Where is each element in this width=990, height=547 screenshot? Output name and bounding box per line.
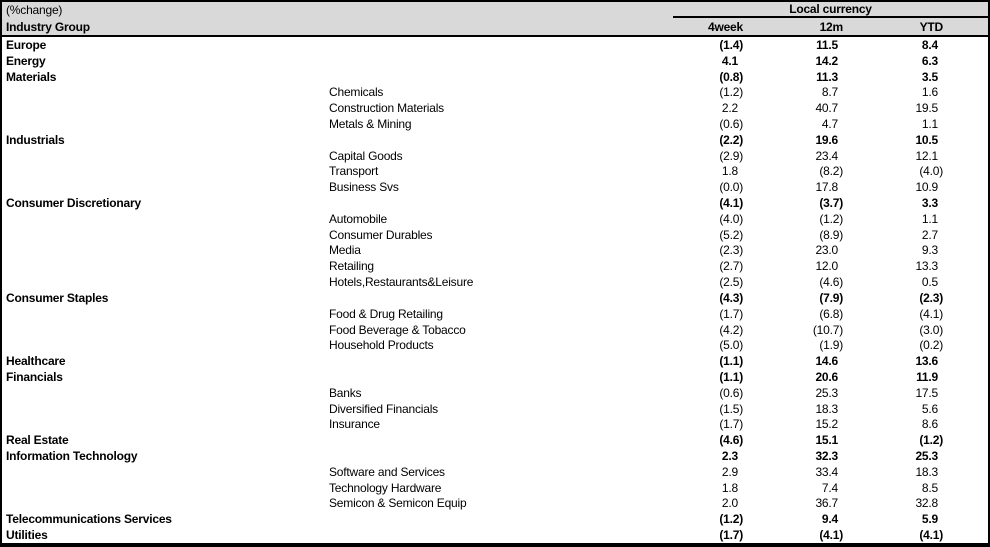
value-12m: 23.4 bbox=[815, 148, 838, 163]
table-row bbox=[2, 37, 988, 53]
value-12m: 14.2 bbox=[815, 53, 838, 68]
industry-label: Capital Goods bbox=[329, 148, 403, 163]
value-ytd: 6.3 bbox=[921, 53, 938, 68]
value-4week: (2.2) bbox=[719, 132, 743, 147]
table-row bbox=[2, 353, 988, 369]
value-4week: (0.6) bbox=[719, 116, 743, 131]
value-4week: (1.7) bbox=[719, 306, 743, 321]
value-4week: 2.2 bbox=[721, 101, 738, 116]
table-row bbox=[2, 100, 988, 116]
value-12m: 15.2 bbox=[815, 417, 838, 432]
value-ytd: 19.5 bbox=[915, 101, 938, 116]
table-row bbox=[2, 527, 988, 543]
table-row bbox=[2, 84, 988, 100]
value-4week: (5.0) bbox=[719, 338, 743, 353]
industry-label: Insurance bbox=[329, 417, 380, 432]
industry-label: Hotels,Restaurants&Leisure bbox=[329, 275, 474, 290]
table-row bbox=[2, 258, 988, 274]
table-row bbox=[2, 274, 988, 290]
value-ytd: 10.5 bbox=[915, 132, 938, 147]
value-12m: 14.6 bbox=[815, 354, 838, 369]
value-4week: 1.8 bbox=[721, 480, 738, 495]
table-row bbox=[2, 290, 988, 306]
table-row bbox=[2, 417, 988, 433]
value-ytd: 1.1 bbox=[921, 211, 938, 226]
value-12m: 11.3 bbox=[816, 69, 838, 84]
value-12m: 17.8 bbox=[815, 180, 838, 195]
table-header bbox=[2, 2, 988, 37]
value-ytd: 5.9 bbox=[921, 512, 938, 527]
value-ytd: 5.6 bbox=[921, 401, 938, 416]
industry-label: Household Products bbox=[329, 338, 434, 353]
value-ytd: 8.6 bbox=[921, 417, 938, 432]
value-4week: (0.6) bbox=[719, 385, 743, 400]
column-header-12m: 12m bbox=[819, 19, 843, 34]
industry-label: Telecommunications Services bbox=[6, 512, 172, 527]
value-ytd: 11.9 bbox=[916, 369, 938, 384]
industry-label: Metals & Mining bbox=[329, 116, 412, 131]
table-row bbox=[2, 227, 988, 243]
industry-label: Healthcare bbox=[6, 354, 66, 369]
value-12m: 18.3 bbox=[815, 401, 838, 416]
industry-label: Media bbox=[329, 243, 361, 258]
industry-label: Food Beverage & Tobacco bbox=[329, 322, 466, 337]
value-ytd: (4.1) bbox=[919, 306, 943, 321]
value-12m: (8.9) bbox=[819, 227, 843, 242]
value-12m: 36.7 bbox=[815, 496, 838, 511]
value-12m: 20.6 bbox=[815, 369, 838, 384]
value-4week: (1.2) bbox=[719, 85, 743, 100]
table-row bbox=[2, 480, 988, 496]
header-row-units bbox=[2, 2, 988, 18]
industry-label: Europe bbox=[6, 37, 47, 52]
value-ytd: 17.5 bbox=[915, 385, 938, 400]
table-row bbox=[2, 211, 988, 227]
industry-label: Consumer Staples bbox=[6, 290, 109, 305]
industry-label: Banks bbox=[329, 385, 362, 400]
value-4week: (4.6) bbox=[719, 433, 743, 448]
value-4week: 1.8 bbox=[721, 164, 738, 179]
industry-label: Construction Materials bbox=[329, 101, 444, 116]
value-4week: (1.4) bbox=[719, 37, 743, 52]
value-ytd: 1.6 bbox=[921, 85, 938, 100]
value-4week: (0.8) bbox=[719, 69, 743, 84]
table-row bbox=[2, 369, 988, 385]
value-12m: 8.7 bbox=[821, 85, 838, 100]
table-row bbox=[2, 432, 988, 448]
table-row bbox=[2, 243, 988, 259]
value-ytd: 2.7 bbox=[921, 227, 938, 242]
industry-label: Transport bbox=[329, 164, 379, 179]
industry-label: Food & Drug Retailing bbox=[329, 306, 443, 321]
value-4week: 2.0 bbox=[721, 496, 738, 511]
industry-label: Business Svs bbox=[329, 180, 399, 195]
value-4week: (1.1) bbox=[719, 369, 743, 384]
value-12m: 19.6 bbox=[815, 132, 838, 147]
industry-label: Information Technology bbox=[6, 449, 138, 464]
value-4week: (2.5) bbox=[719, 275, 743, 290]
value-ytd: 3.5 bbox=[921, 69, 938, 84]
industry-label: Industrials bbox=[6, 132, 65, 147]
value-12m: (6.8) bbox=[819, 306, 843, 321]
value-4week: 4.1 bbox=[721, 53, 738, 68]
industry-label: Chemicals bbox=[329, 85, 384, 100]
table-row bbox=[2, 337, 988, 353]
value-12m: (1.9) bbox=[819, 338, 843, 353]
value-12m: (8.2) bbox=[819, 164, 843, 179]
value-ytd: 13.3 bbox=[915, 259, 938, 274]
value-ytd: 18.3 bbox=[915, 464, 938, 479]
value-ytd: (4.1) bbox=[919, 528, 943, 543]
column-header-ytd: YTD bbox=[919, 19, 943, 34]
value-12m: 7.4 bbox=[821, 480, 838, 495]
value-12m: 33.4 bbox=[815, 464, 838, 479]
industry-label: Software and Services bbox=[329, 464, 445, 479]
value-ytd: 0.5 bbox=[921, 275, 938, 290]
value-4week: (1.5) bbox=[719, 401, 743, 416]
industry-label: Diversified Financials bbox=[329, 401, 438, 416]
column-header-4week: 4week bbox=[707, 19, 743, 34]
table-row bbox=[2, 164, 988, 180]
table-row bbox=[2, 306, 988, 322]
value-12m: (10.7) bbox=[812, 322, 843, 337]
table-row bbox=[2, 496, 988, 512]
value-12m: (4.1) bbox=[819, 528, 843, 543]
value-4week: (4.0) bbox=[719, 211, 743, 226]
table-row bbox=[2, 448, 988, 464]
value-12m: 15.1 bbox=[815, 433, 838, 448]
value-ytd: (1.2) bbox=[919, 433, 943, 448]
value-4week: (4.3) bbox=[719, 290, 743, 305]
percent-change-label: (%change) bbox=[6, 3, 63, 17]
value-ytd: 12.1 bbox=[915, 148, 938, 163]
value-4week: (5.2) bbox=[719, 227, 743, 242]
value-4week: (2.9) bbox=[719, 148, 743, 163]
value-ytd: (4.0) bbox=[919, 164, 943, 179]
industry-label: Utilities bbox=[6, 528, 48, 543]
value-12m: (4.6) bbox=[819, 275, 843, 290]
value-4week: (2.3) bbox=[719, 243, 743, 258]
value-ytd: 13.6 bbox=[915, 354, 938, 369]
table-row bbox=[2, 116, 988, 132]
value-4week: (1.7) bbox=[719, 528, 743, 543]
table-body bbox=[2, 37, 988, 543]
value-ytd: (2.3) bbox=[919, 290, 943, 305]
industry-label: Energy bbox=[6, 53, 46, 68]
table-row bbox=[2, 132, 988, 148]
table-row bbox=[2, 179, 988, 195]
value-12m: (1.2) bbox=[819, 211, 843, 226]
value-4week: (1.1) bbox=[719, 354, 743, 369]
value-12m: 25.3 bbox=[815, 385, 838, 400]
table-row bbox=[2, 385, 988, 401]
table-row bbox=[2, 69, 988, 85]
header-row-columns bbox=[2, 18, 988, 35]
value-4week: (4.2) bbox=[719, 322, 743, 337]
industry-label: Automobile bbox=[329, 211, 388, 226]
value-4week: (0.0) bbox=[719, 180, 743, 195]
industry-label: Retailing bbox=[329, 259, 374, 274]
value-12m: 12.0 bbox=[815, 259, 838, 274]
value-12m: 9.4 bbox=[821, 512, 838, 527]
industry-label: Real Estate bbox=[6, 433, 69, 448]
value-12m: 11.5 bbox=[816, 37, 838, 52]
industry-label: Materials bbox=[6, 69, 57, 84]
table-row bbox=[2, 148, 988, 164]
value-ytd: 3.3 bbox=[921, 196, 938, 211]
value-4week: (4.1) bbox=[719, 196, 743, 211]
value-ytd: 8.5 bbox=[921, 480, 938, 495]
industry-label: Consumer Durables bbox=[329, 227, 433, 242]
value-4week: (2.7) bbox=[719, 259, 743, 274]
value-4week: 2.3 bbox=[721, 449, 738, 464]
value-ytd: 8.4 bbox=[921, 37, 938, 52]
table-row bbox=[2, 401, 988, 417]
table-row bbox=[2, 195, 988, 211]
table-row bbox=[2, 53, 988, 69]
value-4week: (1.2) bbox=[719, 512, 743, 527]
value-12m: (7.9) bbox=[819, 290, 843, 305]
value-ytd: 1.1 bbox=[921, 116, 938, 131]
table-row bbox=[2, 322, 988, 338]
industry-label: Technology Hardware bbox=[329, 480, 442, 495]
value-12m: 4.7 bbox=[821, 116, 838, 131]
value-ytd: 32.8 bbox=[915, 496, 938, 511]
table-row bbox=[2, 464, 988, 480]
value-12m: (3.7) bbox=[819, 196, 843, 211]
value-ytd: 9.3 bbox=[921, 243, 938, 258]
value-ytd: (3.0) bbox=[919, 322, 943, 337]
value-12m: 32.3 bbox=[815, 449, 838, 464]
value-4week: (1.7) bbox=[719, 417, 743, 432]
industry-group-column-header: Industry Group bbox=[6, 19, 90, 34]
industry-label: Consumer Discretionary bbox=[6, 196, 141, 211]
local-currency-group-header: Local currency bbox=[673, 2, 988, 18]
industry-label: Financials bbox=[6, 369, 63, 384]
value-ytd: 10.9 bbox=[915, 180, 938, 195]
value-4week: 2.9 bbox=[721, 464, 738, 479]
industry-label: Semicon & Semicon Equip bbox=[329, 496, 467, 511]
value-12m: 23.0 bbox=[815, 243, 838, 258]
value-ytd: 25.3 bbox=[915, 449, 938, 464]
table-row bbox=[2, 511, 988, 527]
value-12m: 40.7 bbox=[815, 101, 838, 116]
value-ytd: (0.2) bbox=[919, 338, 943, 353]
